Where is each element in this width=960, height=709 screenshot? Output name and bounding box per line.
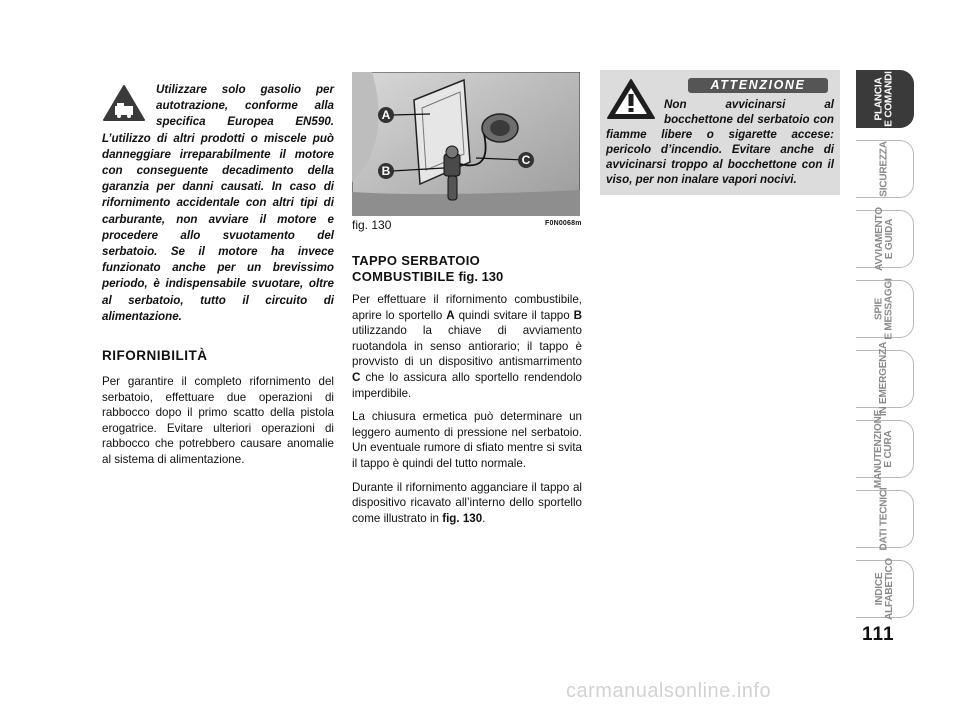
tab-avviamento-e-guida[interactable]: AVVIAMENTO E GUIDA <box>856 210 914 268</box>
fuel-note-text: Utilizzare solo gasolio per autotrazione, conforme alla specifica Europea EN590. L’utilizzo di altri prodotti o miscele può danneggiare irreparabilmente il motore con conseguente decadimento della garanzia per danni causati. In caso di rifornimento accidentale con altri tipi di carburante, non avviare il motore e procedere allo svuotamento del serbatoio. Se il motore ha invece funzionato anche per un brevissimo periodo, è indispensabile svuotare, oltre al serbatoio, tutto il circuito di alimentazione. <box>102 83 334 323</box>
warning-box <box>600 70 840 195</box>
tab-manutenzione-e-cura[interactable]: MANUTENZIONE E CURA <box>856 420 914 478</box>
fuel-note <box>102 82 334 325</box>
warning-title: ATTENZIONE <box>688 78 828 93</box>
tab-dati-tecnici[interactable]: DATI TECNICI <box>856 490 914 548</box>
paragraph-2: La chiusura ermetica può determinare un leggero aumento di pressione nel serbatoio. Un eventuale rumore di sfiato mentre si svita il tappo è quindi del tutto normale. <box>352 410 582 470</box>
paragraph-1: Per effettuare il rifornimento combustibile, aprire lo sportello A quindi svitare il tappo B utilizzando la chiave di avviamento ruotandola in senso antiorario; il tappo è provvisto di un dispositivo antismarrimento C che lo assicura allo sportello rendendolo imperdibile. <box>352 293 582 400</box>
warning-text: Non avvicinarsi al bocchettone del serbatoio con fiamme libere o sigarette accese: pericolo d’incendio. Evitare anche di avvicinarsi troppo al bocchettone con il viso, per non inalare vapori nocivi. <box>606 98 834 186</box>
figure-label-a: A <box>378 107 394 123</box>
section-title-rifornibilita: RIFORNIBILITÀ <box>102 348 208 363</box>
fuel-cap-heading <box>352 253 582 285</box>
tab-plancia-e-comandi[interactable]: PLANCIA E COMANDI <box>856 70 914 128</box>
figure-caption: fig. 130 <box>352 218 392 232</box>
section-body-text: Per garantire il completo rifornimento del serbatoio, effettuare due operazioni di rabbocco dopo il primo scatto della pistola erogatrice. Evitare ulteriori operazioni di rabbocco che potrebbero causare anomalie al sistema di alimentazione. <box>102 375 334 466</box>
figure-code: F0N0068m <box>545 220 582 227</box>
heading-figure-ref: fig. 130 <box>458 269 504 284</box>
paragraph-3: Durante il rifornimento agganciare il tappo al dispositivo ricavato all’interno dello sportello come illustrato in fig. 130. <box>352 480 582 525</box>
page-number: 111 <box>862 624 895 645</box>
section-body <box>102 374 334 468</box>
tab-in-emergenza[interactable]: IN EMERGENZA <box>856 350 914 408</box>
fuel-pump-icon <box>102 84 146 122</box>
tab-indice-alfabetico[interactable]: INDICE ALFABETICO <box>856 560 914 618</box>
watermark: carmanualsonline.info <box>566 680 772 702</box>
figure-label-c: C <box>518 152 534 168</box>
tab-sicurezza[interactable]: SICUREZZA <box>856 140 914 198</box>
tab-spie-e-messaggi[interactable]: SPIE E MESSAGGI <box>856 280 914 338</box>
heading-line2: COMBUSTIBILE <box>352 269 455 284</box>
fuel-cap-body <box>352 292 582 534</box>
heading-line1: TAPPO SERBATOIO <box>352 253 481 268</box>
figure-label-b: B <box>378 163 394 179</box>
figure-fuel-cap <box>352 72 580 216</box>
